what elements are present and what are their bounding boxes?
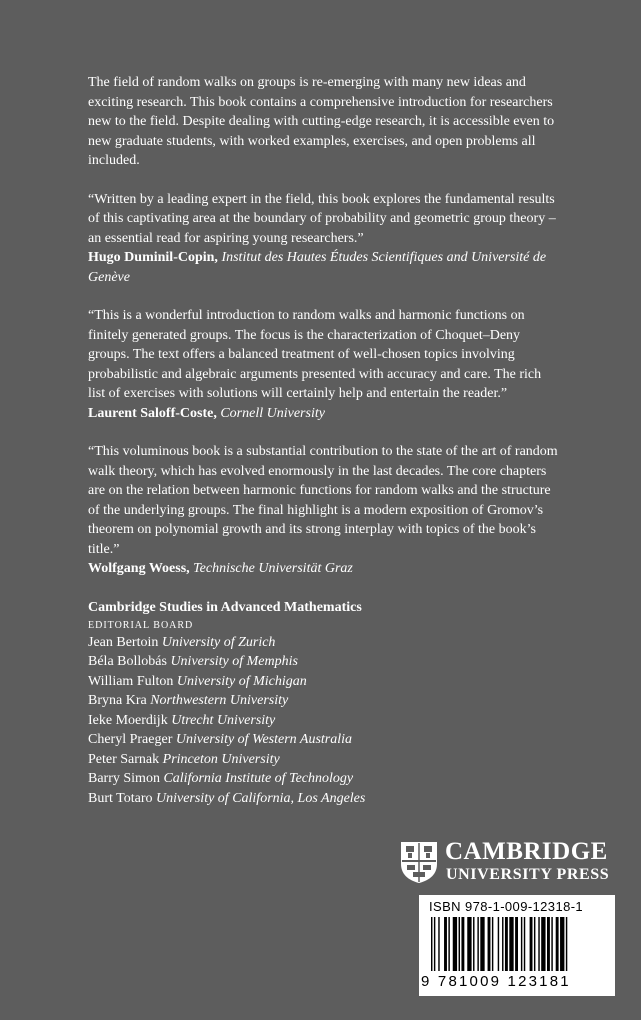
member-name: Burt Totaro [88,790,153,806]
board-member [88,652,558,672]
barcode-bars [431,917,607,971]
barcode-bar [453,917,457,971]
barcode-bar [473,917,474,971]
barcode-bar [556,917,559,971]
barcode-bar [566,917,567,971]
publisher-name: CAMBRIDGE [445,838,608,865]
barcode-bar [541,917,545,971]
endorsement-text: “Written by a leading expert in the field, this book explores the fundamental results of this captivating area at the boundary of probability and geometric group theory – an essential read for aspiring young researchers.” [88,191,556,246]
endorser-affiliation: Cornell University [220,405,325,421]
board-member [88,730,558,750]
barcode-bar [438,917,439,971]
endorsement-attribution [88,559,558,579]
barcode-bar [524,917,525,971]
endorser-name: Hugo Duminil-Copin, [88,250,218,265]
barcode-bar [498,917,499,971]
member-name: Peter Sarnak [88,751,160,767]
barcode-bar [444,917,447,971]
barcode-bar [459,917,460,971]
endorsement-3 [88,442,558,579]
barcode-bar [515,917,518,971]
barcode-bar [502,917,503,971]
endorser-affiliation: Institut des Hautes Études Scientifiques and Université de Genève [88,250,547,285]
barcode-bar [509,917,513,971]
member-name: Cheryl Praeger [88,732,173,747]
board-member [88,672,558,692]
barcode-bar [560,917,564,971]
barcode-bar [551,917,552,971]
barcode-bar [534,917,535,971]
barcode-bar [477,917,478,971]
member-university: University of Michigan [176,673,307,689]
member-name: Barry Simon [88,771,160,786]
endorsement-text: “This is a wonderful introduction to random walks and harmonic functions on finitely generated groups. The focus is the characterization of Choquet–Deny groups. The text offers a balanced treatment of well-chosen topics involving probabilistic and algebraic arguments presented with accuracy and care. The rich list of exercises with solutions will certainly help and entertain the reader.” [88,308,542,401]
member-name: William Fulton [88,673,174,689]
member-name: Bryna Kra [88,693,147,708]
barcode-bar [434,917,435,971]
member-university: University of Memphis [170,654,298,669]
member-university: University of Western Australia [175,732,353,747]
endorser-affiliation: Technische Universität Graz [193,561,353,576]
member-university: Princeton University [162,751,280,767]
endorsement-attribution [88,248,558,287]
board-member [88,789,558,809]
barcode-bar [505,917,508,971]
series-title: Cambridge Studies in Advanced Mathematics [88,599,362,615]
barcode-bar [538,917,539,971]
barcode-bar [467,917,471,971]
endorsement-2 [88,306,558,423]
publisher-subname: UNIVERSITY PRESS [446,866,610,883]
editorial-board-list [88,633,558,809]
member-university: California Institute of Technology [163,771,354,786]
barcode-bar [431,917,432,971]
member-name: Béla Bollobás [88,654,167,669]
barcode-bar [530,917,533,971]
member-university: University of Zurich [161,634,276,650]
editorial-board-label: EDITORIAL BOARD [88,619,194,631]
endorsement-attribution [88,404,558,424]
cambridge-crest-icon [399,840,439,884]
isbn-label: ISBN 978-1-009-12318-1 [429,899,584,914]
barcode-bar [461,917,464,971]
book-blurb: The field of random walks on groups is re-emerging with many new ideas and exciting research. This book contains a comprehensive introduction for researchers new to the field. Despite dealing with cutting-edge research, it is accessible even to new graduate students, with worked examples, exercises, and open problems all included. [88,75,555,168]
board-member [88,711,558,731]
isbn-barcode [419,895,615,996]
barcode-bar [492,917,493,971]
back-cover-text [88,73,558,808]
barcode-bar [480,917,484,971]
barcode-bar [547,917,550,971]
endorser-name: Laurent Saloff-Coste, [88,405,217,421]
barcode-bar [488,917,491,971]
endorsement-1 [88,190,558,288]
member-name: Ieke Moerdijk [88,712,168,728]
member-name: Jean Bertoin [88,634,159,650]
member-university: University of California, Los Angeles [155,790,366,806]
barcode-digits: 9 781009 123181 [421,973,571,990]
endorser-name: Wolfgang Woess, [88,561,190,576]
publisher-logo [399,838,619,886]
barcode-bar [521,917,522,971]
barcode-bar [448,917,449,971]
board-member [88,769,558,789]
board-member [88,750,558,770]
endorsement-text: “This voluminous book is a substantial contribution to the state of the art of random walk theory, which has evolved enormously in the last decades. The core chapters are on the relation between harmonic functions for random walks and the structure of the underlying groups. The final highlight is a modern exposition of Gromov’s theorem on polynomial growth and its strong interplay with topics of the book’s title.” [88,444,558,557]
board-member [88,633,558,653]
member-university: Northwestern University [150,693,289,708]
member-university: Utrecht University [171,712,276,728]
board-member [88,691,558,711]
